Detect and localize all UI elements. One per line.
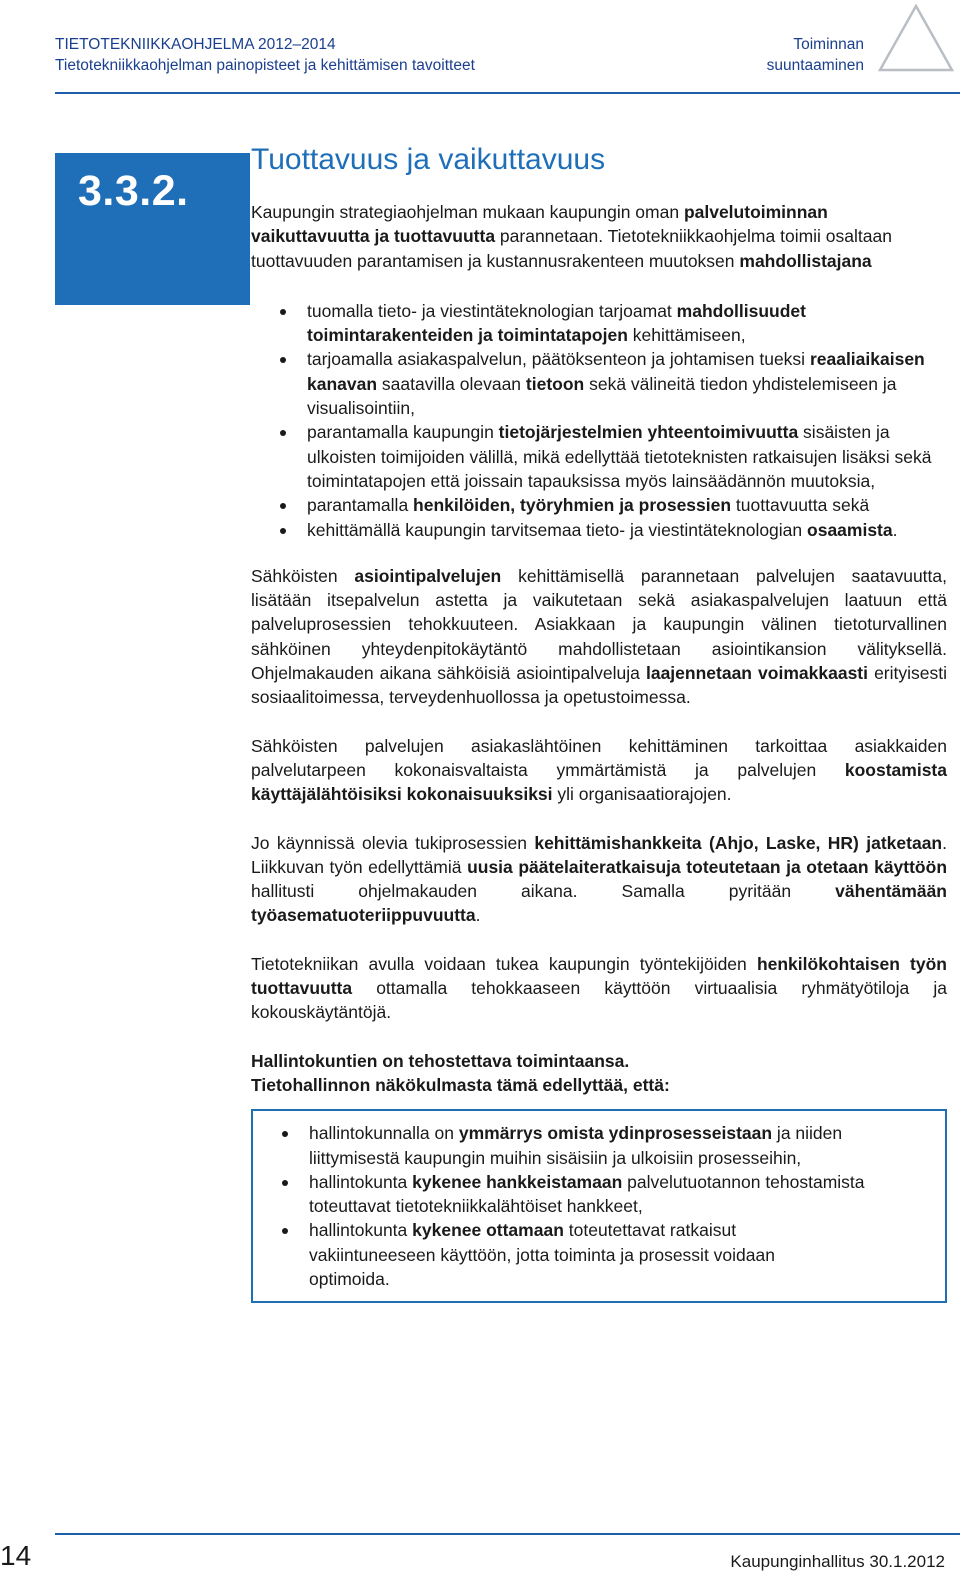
main-content [251, 140, 947, 1303]
triangle-icon [876, 2, 956, 74]
list-item: hallintokunta kykenee ottamaan toteutettavat ratkaisut vakiintuneeseen käyttöön, jotta toiminta ja prosessit voidaan optimoida. [253, 1218, 937, 1291]
running-header-right [767, 34, 864, 76]
page-number: 14 [0, 1540, 32, 1571]
footer-rule [55, 1533, 960, 1535]
list-item: hallintokunta kykenee hankkeistamaan palvelutuotannon tehostamista toteuttavat tietotekniikkalähtöiset hankkeet, [253, 1170, 937, 1219]
requirements-list [253, 1121, 937, 1291]
section-label-line1: Toiminnan [793, 36, 864, 53]
section-label-line2: suuntaaminen [766, 57, 864, 74]
requirements-box [251, 1109, 947, 1303]
paragraph-support-processes: Jo käynnissä olevia tukiprosessien kehittämishankkeita (Ahjo, Laske, HR) jatketaan. Liikkuvan työn edellyttämiä uusia päätelaiteratkaisuja toteutetaan ja otetaan käyttöön hallitusti ohjelmakauden aikana. Samalla pyritään vähentämään työasematuoteriippuvuutta. [251, 832, 948, 926]
section-number-box [55, 153, 250, 305]
subheading: Hallintokuntien on tehostettava toimintaansa. Tietohallinnon näkökulmasta tämä edellyttää, että: [251, 1050, 670, 1095]
chapter-title: Tietotekniikkaohjelman painopisteet ja kehittämisen tavoitteet [55, 57, 475, 74]
list-item: parantamalla kaupungin tietojärjestelmien yhteentoimivuutta sisäisten ja ulkoisten toimijoiden välillä, mikä edellyttää tietoteknisten ratkaisujen lisäksi sekä toimintatapojen että joissain tapauksissa myös lainsäädännön muutoksia, [251, 420, 947, 493]
program-title: TIETOTEKNIIKKAOHJELMA 2012–2014 [55, 36, 336, 53]
list-item: parantamalla henkilöiden, työryhmien ja prosessien tuottavuutta sekä [251, 493, 947, 517]
improvement-list [251, 299, 947, 542]
list-item: tarjoamalla asiakaspalvelun, päätöksenteon ja johtamisen tueksi reaaliaikaisen kanavan saatavilla olevaan tietoon sekä välineitä tiedon yhdistelemiseen ja visualisointiin, [251, 347, 947, 420]
list-item: kehittämällä kaupungin tarvitsemaa tieto- ja viestintäteknologian osaamista. [251, 518, 947, 542]
paragraph-e-services: Sähköisten asiointipalvelujen kehittämisellä parannetaan palvelujen saatavuutta, lisätään itsepalvelun astetta ja vaikutetaan sekä asiakaspalvelujen laatuun että palveluprosessien tehokkuuteen. Asiakkaan ja kaupungin välinen tietoturvallinen sähköinen yhteydenpitokäytäntö mahdollistetaan asiointikansion välityksellä. Ohjelmakauden aikana sähköisiä asiointipalveluja laajennetaan voimakkaasti erityisesti sosiaalitoimessa, terveydenhuollossa ja opetustoimessa. [251, 565, 948, 708]
section-title: Tuottavuus ja vaikuttavuus [251, 143, 606, 176]
list-item: hallintokunnalla on ymmärrys omista ydinprosesseistaan ja niiden liittymisestä kaupungin muihin sisäisiin ja ulkoisiin prosesseihin, [253, 1121, 937, 1170]
running-header-left [55, 34, 475, 76]
paragraph-customer-oriented: Sähköisten palvelujen asiakaslähtöinen kehittäminen tarkoittaa asiakkaiden palvelutarpeen kokonaisvaltaista ymmärtämistä ja palvelujen koostamista käyttäjälähtöisiksi kokonaisuuksiksi yli organisaatiorajojen. [251, 735, 947, 805]
footer-date: Kaupunginhallitus 30.1.2012 [730, 1552, 945, 1571]
intro-paragraph: Kaupungin strategiaohjelman mukaan kaupungin oman palvelutoiminnan vaikuttavuutta ja tuottavuutta parannetaan. Tietotekniikkaohjelma toimii osaltaan tuottavuuden parantamisen ja kustannusrakenteen muutoksen mahdollistajana [251, 202, 892, 271]
section-number: 3.3.2. [78, 167, 189, 215]
header-rule [55, 92, 960, 94]
list-item: tuomalla tieto- ja viestintäteknologian tarjoamat mahdollisuudet toimintarakenteiden ja toimintatapojen kehittämiseen, [251, 299, 947, 348]
paragraph-personal-productivity: Tietotekniikan avulla voidaan tukea kaupungin työntekijöiden henkilökohtaisen työn tuottavuutta ottamalla tehokkaaseen käyttöön virtuaalisia ryhmätyötiloja ja kokouskäytäntöjä. [251, 953, 947, 1023]
